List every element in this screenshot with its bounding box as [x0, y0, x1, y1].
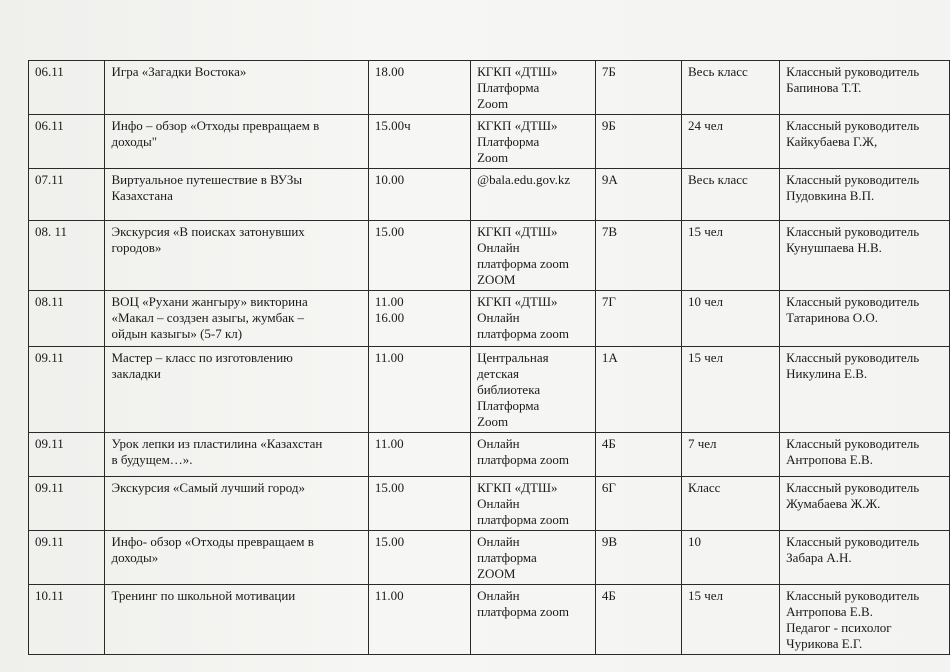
time-cell [368, 585, 470, 655]
responsible-line: Забара А.Н. [786, 550, 852, 565]
table-row [29, 291, 950, 347]
place-line: Zoom [477, 150, 509, 165]
time-cell [368, 433, 470, 477]
event-cell [105, 477, 368, 531]
time-line: 11.00 [374, 588, 404, 603]
table-row [29, 433, 950, 477]
responsible-line: Татаринова О.О. [786, 310, 879, 325]
responsible-line: Классный руководитель [786, 534, 920, 549]
responsible-line: Пудовкина В.П. [786, 188, 875, 203]
class-cell: 9А [595, 169, 681, 221]
place-line: платформа zoom [477, 452, 569, 467]
responsible-line: Классный руководитель [786, 436, 920, 451]
event-cell [105, 221, 368, 291]
event-line: ойдын казыгы» (5-7 кл) [111, 326, 243, 341]
responsible-cell [780, 291, 950, 347]
table-row [29, 585, 950, 655]
place-line: Онлайн [477, 496, 520, 511]
count-cell: Весь класс [681, 61, 779, 115]
time-line: 11.00 [374, 350, 404, 365]
event-cell [105, 169, 368, 221]
count-cell: 10 [681, 531, 779, 585]
place-cell [471, 477, 596, 531]
responsible-line: Классный руководитель [786, 480, 920, 495]
responsible-line: Кайкубаева Г.Ж, [786, 134, 878, 149]
responsible-cell [780, 585, 950, 655]
count-cell: 24 чел [681, 115, 779, 169]
responsible-line: Классный руководитель [786, 294, 920, 309]
responsible-line: Педагог - психолог [786, 620, 892, 635]
responsible-line: Жумабаева Ж.Ж. [786, 496, 881, 511]
place-line: КГКП «ДТШ» [477, 480, 558, 495]
table-row [29, 115, 950, 169]
time-line: 10.00 [374, 172, 405, 187]
responsible-line: Классный руководитель [786, 64, 920, 79]
events-table [28, 60, 950, 655]
time-cell [368, 221, 470, 291]
place-line: платформа zoom [477, 512, 569, 527]
responsible-line: Классный руководитель [786, 172, 920, 187]
class-cell: 7В [595, 221, 681, 291]
event-line: Экскурсия «Самый лучший город» [111, 480, 305, 495]
count-cell: Класс [681, 477, 779, 531]
place-line: Онлайн [477, 588, 520, 603]
place-line: @bala.edu.gov.kz [477, 172, 571, 187]
event-line: доходы» [111, 550, 159, 565]
count-cell: 7 чел [681, 433, 779, 477]
time-line: 11.00 [374, 294, 404, 309]
date-cell: 09.11 [29, 433, 105, 477]
event-cell [105, 291, 368, 347]
place-line: Онлайн [477, 310, 520, 325]
place-cell [471, 433, 596, 477]
class-cell: 9Б [595, 115, 681, 169]
event-line: в будущем…». [111, 452, 193, 467]
time-line: 15.00ч [374, 118, 411, 133]
event-line: Казахстана [111, 188, 173, 203]
time-line: 18.00 [374, 64, 405, 79]
table-row [29, 347, 950, 433]
responsible-line: Классный руководитель [786, 350, 920, 365]
date-cell: 09.11 [29, 347, 105, 433]
responsible-line: Бапинова Т.Т. [786, 80, 862, 95]
place-cell [471, 221, 596, 291]
count-cell: Весь класс [681, 169, 779, 221]
responsible-cell [780, 61, 950, 115]
event-line: Мастер – класс по изготовлению [111, 350, 293, 365]
count-cell: 15 чел [681, 221, 779, 291]
responsible-line: Кунушпаева Н.В. [786, 240, 882, 255]
table-row [29, 61, 950, 115]
time-cell [368, 347, 470, 433]
responsible-cell [780, 347, 950, 433]
class-cell: 1А [595, 347, 681, 433]
responsible-cell [780, 477, 950, 531]
responsible-cell [780, 531, 950, 585]
place-line: платформа zoom [477, 256, 569, 271]
time-line: 15.00 [374, 224, 405, 239]
responsible-cell [780, 433, 950, 477]
responsible-line: Чурикова Е.Г. [786, 636, 863, 651]
date-cell: 06.11 [29, 115, 105, 169]
time-line: 15.00 [374, 534, 405, 549]
event-cell [105, 585, 368, 655]
table-row [29, 169, 950, 221]
event-line: Инфо – обзор «Отходы превращаем в [111, 118, 320, 133]
place-line: КГКП «ДТШ» [477, 118, 558, 133]
responsible-line: Классный руководитель [786, 224, 920, 239]
time-line: 16.00 [374, 310, 405, 325]
event-line: Урок лепки из пластилина «Казахстан [111, 436, 323, 451]
event-line: доходы" [111, 134, 158, 149]
class-cell: 6Г [595, 477, 681, 531]
event-line: Игра «Загадки Востока» [111, 64, 247, 79]
event-line: Инфо- обзор «Отходы превращаем в [111, 534, 314, 549]
responsible-line: Никулина Е.В. [786, 366, 868, 381]
event-cell [105, 347, 368, 433]
place-line: платформа zoom [477, 604, 569, 619]
place-cell [471, 291, 596, 347]
table-row [29, 477, 950, 531]
time-cell [368, 531, 470, 585]
time-line: 15.00 [374, 480, 405, 495]
place-line: ZOOM [477, 566, 516, 581]
time-cell [368, 115, 470, 169]
event-line: Виртуальное путешествие в ВУЗы [111, 172, 303, 187]
event-line: закладки [111, 366, 161, 381]
place-line: КГКП «ДТШ» [477, 64, 558, 79]
responsible-cell [780, 169, 950, 221]
date-cell: 06.11 [29, 61, 105, 115]
class-cell: 4Б [595, 433, 681, 477]
table-row [29, 221, 950, 291]
date-cell: 08. 11 [29, 221, 105, 291]
place-line: Центральная [477, 350, 549, 365]
place-line: библиотека [477, 382, 541, 397]
date-cell: 08.11 [29, 291, 105, 347]
place-cell [471, 585, 596, 655]
place-line: Онлайн [477, 240, 520, 255]
responsible-cell [780, 221, 950, 291]
event-cell [105, 433, 368, 477]
place-line: КГКП «ДТШ» [477, 294, 558, 309]
event-cell [105, 115, 368, 169]
class-cell: 9В [595, 531, 681, 585]
place-line: Платформа [477, 80, 540, 95]
time-cell [368, 169, 470, 221]
event-line: «Макал – создзен азыгы, жумбак – [111, 310, 305, 325]
event-line: Экскурсия «В поисках затонувших [111, 224, 305, 239]
time-cell [368, 291, 470, 347]
date-cell: 07.11 [29, 169, 105, 221]
count-cell: 15 чел [681, 585, 779, 655]
place-line: платформа [477, 550, 537, 565]
date-cell: 10.11 [29, 585, 105, 655]
date-cell: 09.11 [29, 477, 105, 531]
place-cell [471, 531, 596, 585]
place-line: ZOOM [477, 272, 516, 287]
place-line: Zoom [477, 96, 509, 111]
responsible-line: Антропова Е.В. [786, 452, 873, 467]
place-cell [471, 61, 596, 115]
responsible-line: Классный руководитель [786, 588, 920, 603]
place-line: детская [477, 366, 519, 381]
place-line: Онлайн [477, 534, 520, 549]
events-table-body [29, 61, 950, 655]
place-line: Онлайн [477, 436, 520, 451]
event-line: городов» [111, 240, 162, 255]
place-line: Zoom [477, 414, 509, 429]
place-cell [471, 347, 596, 433]
place-line: платформа zoom [477, 326, 569, 341]
time-cell [368, 477, 470, 531]
event-cell [105, 61, 368, 115]
responsible-line: Антропова Е.В. [786, 604, 873, 619]
place-cell [471, 169, 596, 221]
time-cell [368, 61, 470, 115]
event-line: Тренинг по школьной мотивации [111, 588, 296, 603]
event-cell [105, 531, 368, 585]
table-row [29, 531, 950, 585]
count-cell: 15 чел [681, 347, 779, 433]
place-line: КГКП «ДТШ» [477, 224, 558, 239]
class-cell: 7Г [595, 291, 681, 347]
date-cell: 09.11 [29, 531, 105, 585]
responsible-cell [780, 115, 950, 169]
place-line: Платформа [477, 134, 540, 149]
count-cell: 10 чел [681, 291, 779, 347]
place-line: Платформа [477, 398, 540, 413]
class-cell: 7Б [595, 61, 681, 115]
responsible-line: Классный руководитель [786, 118, 920, 133]
place-cell [471, 115, 596, 169]
time-line: 11.00 [374, 436, 404, 451]
class-cell: 4Б [595, 585, 681, 655]
event-line: ВОЦ «Рухани жангыру» викторина [111, 294, 308, 309]
